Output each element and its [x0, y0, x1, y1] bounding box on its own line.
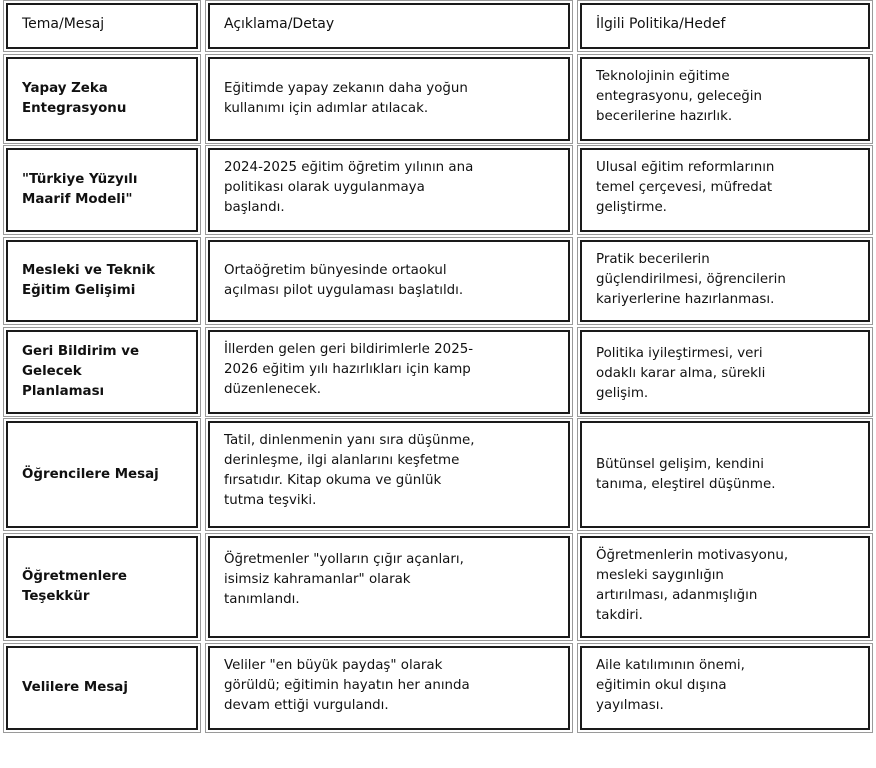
row-policy: Öğretmenlerin motivasyonu, mesleki saygınlığın artırılması, adanmışlığın takdiri. [580, 536, 870, 638]
row-detail-text: Ortaöğretim bünyesinde ortaokul açılması pilot uygulaması başlatıldı. [224, 263, 464, 298]
table-header-row [0, 3, 876, 49]
row-theme [6, 57, 198, 141]
row-theme-text: Yapay Zeka Entegrasyonu [22, 81, 127, 116]
row-policy-text: Bütünsel gelişim, kendini tanıma, eleştirel düşünme. [596, 456, 776, 492]
row-detail [208, 57, 570, 141]
row-detail: Öğretmenler "yolların çığır açanları, isimsiz kahramanlar" olarak tanımlandı. [208, 536, 570, 638]
row-theme [6, 536, 198, 638]
header-theme: Tema/Mesaj [6, 3, 198, 49]
table-row [0, 330, 876, 414]
row-theme-text: "Türkiye Yüzyılı Maarif Modeli" [22, 172, 138, 207]
row-policy: Aile katılımının önemi, eğitimin okul dışına yayılması. [580, 646, 870, 730]
row-theme [6, 330, 198, 414]
row-theme-text: Geri Bildirim ve Gelecek Planlaması [22, 344, 140, 399]
table-row [0, 148, 876, 232]
row-detail [208, 240, 570, 322]
row-detail: Tatil, dinlenmenin yanı sıra düşünme, derinleşme, ilgi alanlarını keşfetme fırsatıdır. Kitap okuma ve günlük tutma teşviki. [208, 421, 570, 528]
row-theme [6, 421, 198, 528]
row-policy: Politika iyileştirmesi, veri odaklı karar alma, sürekli gelişim. [580, 330, 870, 414]
table-row [0, 57, 876, 141]
row-detail-text: Eğitimde yapay zekanın daha yoğun kullanımı için adımlar atılacak. [224, 81, 468, 116]
table-row [0, 421, 876, 528]
row-theme-text: Öğretmenlere Teşekkür [22, 569, 127, 604]
table-row [0, 536, 876, 638]
row-policy: Ulusal eğitim reformlarının temel çerçevesi, müfredat geliştirme. [580, 148, 870, 232]
row-policy: Pratik becerilerin güçlendirilmesi, öğrencilerin kariyerlerine hazırlanması. [580, 240, 870, 322]
row-detail: İllerden gelen geri bildirimlerle 2025- 2026 eğitim yılı hazırlıkları için kamp düzenlenecek. [208, 330, 570, 414]
table-row [0, 240, 876, 322]
row-theme [6, 148, 198, 232]
row-theme-text: Mesleki ve Teknik Eğitim Gelişimi [22, 263, 156, 298]
row-theme-text: Velilere Mesaj [22, 680, 128, 695]
row-theme [6, 646, 198, 730]
row-theme [6, 240, 198, 322]
row-detail: 2024-2025 eğitim öğretim yılının ana politikası olarak uygulanmaya başlandı. [208, 148, 570, 232]
row-policy: Teknolojinin eğitime entegrasyonu, geleceğin becerilerine hazırlık. [580, 57, 870, 141]
row-policy [580, 421, 870, 528]
row-theme-text: Öğrencilere Mesaj [22, 466, 159, 482]
row-detail: Veliler "en büyük paydaş" olarak görüldü; eğitimin hayatın her anında devam ettiği vurgulandı. [208, 646, 570, 730]
table-row [0, 646, 876, 730]
header-detail: Açıklama/Detay [208, 3, 570, 49]
header-policy: İlgili Politika/Hedef [580, 3, 870, 49]
